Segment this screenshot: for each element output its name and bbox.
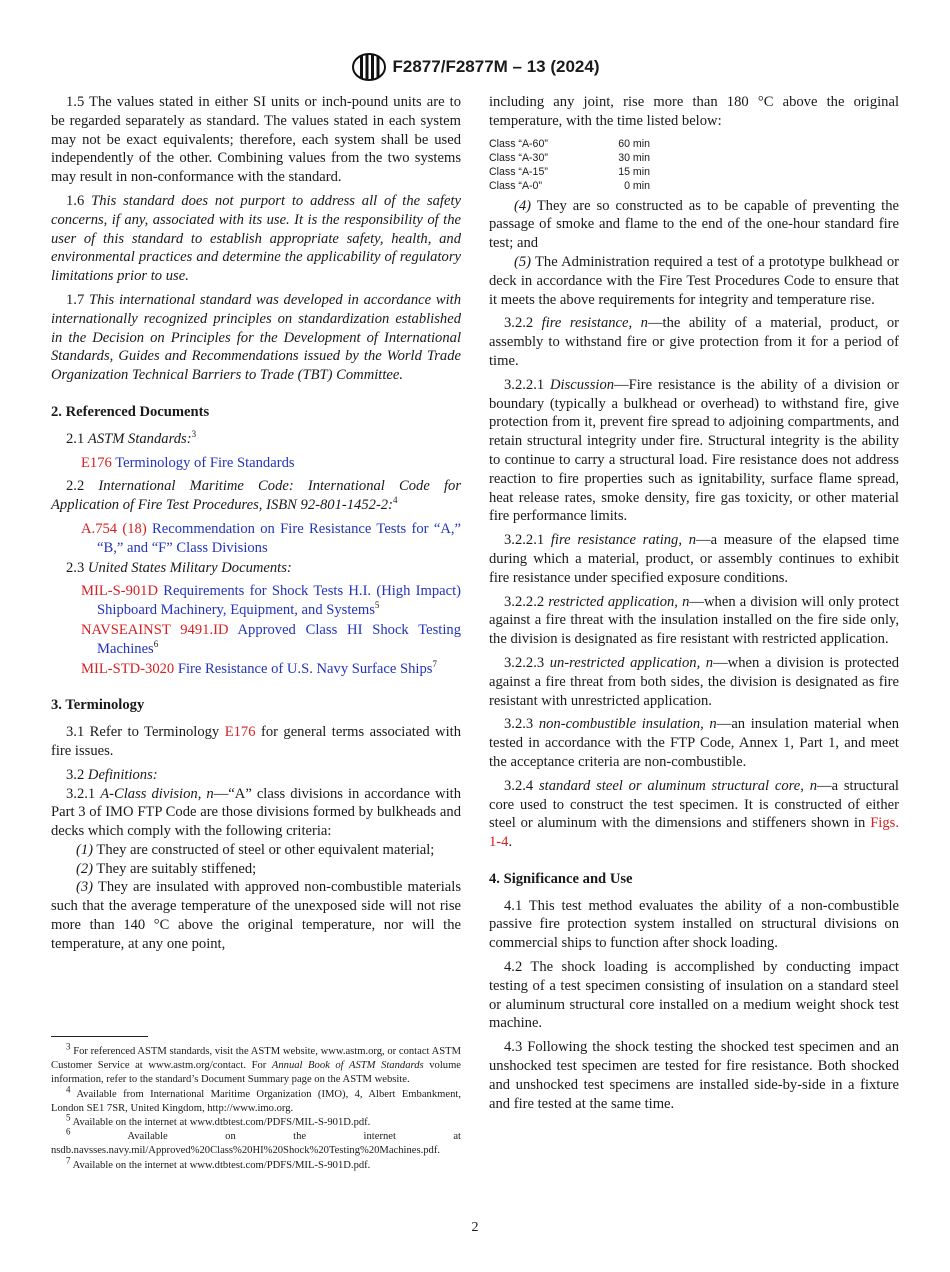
section-4-heading: 4. Significance and Use <box>489 870 633 887</box>
paragraph-3-2-2-1-rating: 3.2.2.1 fire resistance rating, n—a measure of the elapsed time during which a material, product, or assembly continues to exhibit fire resistance under specified exposure conditions. <box>489 532 899 586</box>
criterion-4: (4) They are so constructed as to be capable of preventing the passage of smoke and flame to the end of the one-hour standard fire test; and <box>489 197 899 252</box>
footnote-divider <box>51 1036 148 1037</box>
paragraph-4-2: 4.2 The shock loading is accomplished by conducting impact testing of a test specimen consisting of insulation on a standard steel or aluminum structural core installed on a medium weight shock test machine. <box>489 959 899 1032</box>
class-row: Class “A-30” 30 min <box>489 151 650 164</box>
paragraph-2-1: 2.1 ASTM Standards:$^3$ <box>66 428 197 447</box>
page-header <box>0 52 950 82</box>
right-column <box>489 93 899 1118</box>
reference-a754: A.754 (18) Recommendation on Fire Resistance Tests for “A,” “B,” and “F” Class Divisions <box>81 520 461 556</box>
reference-e176-link[interactable]: E176 <box>81 454 112 471</box>
reference-mil-std-3020: MIL-STD-3020 Fire Resistance of U.S. Navy Surface Ships$^7$ <box>81 658 437 677</box>
paragraph-3-2-3: 3.2.3 non-combustible insulation, n—an insulation material when tested in accordance with the FTP Code, Annex 1, Part 1, and meet the acceptance criteria are non-combustible. <box>489 716 899 770</box>
reference-a754-link[interactable]: A.754 (18) <box>81 520 147 537</box>
reference-navseainst-link[interactable]: NAVSEAINST 9491.ID <box>81 621 229 638</box>
page-number: 2 <box>471 1220 479 1235</box>
class-row: Class “A-15” 15 min <box>489 165 650 178</box>
criterion-3: (3) They are insulated with approved non-combustible materials such that the average temperature of the unexposed side will not rise more than 140 °C above the original temperature, nor will the temperature, at any one point, <box>51 879 461 952</box>
paragraph-1-7: 1.7 This international standard was developed in accordance with internationally recognized principles on standardization established in the Decision on Principles for the Development of International Standards, Guides and Recommendations issued by the World Trade Organization Technical Barriers to Trade (TBT) Committee. <box>51 291 462 384</box>
paragraph-3-2: 3.2 Definitions: <box>66 766 158 783</box>
paragraph-3-2-2-2: 3.2.2.2 restricted application, n—when a division will only protect against a fire threat with the insulation installed on the fire side only, the division is designated as fire resistant with restricted application. <box>489 593 900 648</box>
reference-mil-s-901d-link[interactable]: MIL-S-901D <box>81 583 159 600</box>
reference-mil-s-901d: MIL-S-901D Requirements for Shock Tests H.I. (High Impact) Shipboard Machinery, Equipment, and Systems$^5$ <box>81 583 462 619</box>
footnote-4: $^4$ Available from International Maritime Organization (IMO), 4, Albert Embankment, London SE1 7SR, United Kingdom, http://www.imo.org. <box>51 1084 461 1114</box>
paragraph-3-2-2-1: 3.2.2.1 Discussion—Fire resistance is the ability of a division or boundary (typically a bulkhead or overhead) to withstand fire, give protection from it, prevent fire spread to adjoining compartments, and retain structural integrity under fire. Structural integrity is the ability to continue to carry a structural load. Fire resistance does not address reaction to fire properties such as ignitability, surface flame spread, heat release rates, smoke density, fire gas toxicity, or other material fire performance limits. <box>489 376 900 525</box>
criterion-2: (2) They are suitably stiffened; <box>76 860 257 877</box>
paragraph-3-2-4: 3.2.4 standard steel or aluminum structural core, n—a structural core used to construct the test specimen. It is constructed of either steel or aluminum with the dimensions and stiffeners shown in Figs. 1-4. <box>489 777 899 851</box>
footnote-6: $^6$ Available on the internet at nsdb.navsses.navy.mil/Approved%20Class%20HI%20Shock%20Testing%20Machines.pdf. <box>51 1126 461 1157</box>
criterion-1: (1) They are constructed of steel or other equivalent material; <box>76 841 435 858</box>
paragraph-4-1: 4.1 This test method evaluates the ability of a non-combustible passive fire protection system installed on structural divisions on commercial ships to function after shock loading. <box>489 897 899 952</box>
class-time-table <box>489 137 899 193</box>
paragraph-4-3: 4.3 Following the shock testing the shocked test specimen and an unshocked test specimen are tested for fire resistance. Both shocked and unshocked test specimens are installed side-by-side in a fixture and fire tested at the same time. <box>489 1039 899 1112</box>
paragraph-1-5: 1.5 The values stated in either SI units or inch-pound units are to be regarded separately as standard. The values stated in each system may not be exact equivalents; therefore, each system shall be used independently of the other. Combining values from the two systems may result in non-conformance with the standard. <box>51 94 461 186</box>
paragraph-3-1: 3.1 Refer to Terminology E176 for general terms associated with fire issues. <box>51 724 462 759</box>
paragraph-1-6: 1.6 This standard does not purport to address all of the safety concerns, if any, associated with its use. It is the responsibility of the user of this standard to establish appropriate safety, health, and environmental practices and determine the applicability of regulatory limitations prior to use. <box>51 192 461 285</box>
reference-mil-std-3020-link[interactable]: MIL-STD-3020 <box>81 660 175 677</box>
footnote-5: $^5$ Available on the internet at www.dtbtest.com/PDFS/MIL-S-901D.pdf. <box>66 1112 371 1129</box>
class-row: Class “A-60” 60 min <box>489 137 650 150</box>
section-2-heading: 2. Referenced Documents <box>51 403 210 420</box>
document-designation: F2877/F2877M – 13 (2024) <box>392 57 600 76</box>
section-3-heading: 3. Terminology <box>51 697 145 714</box>
criterion-5: (5) The Administration required a test of a prototype bulkhead or deck in accordance with the Fire Test Procedures Code to ensure that it meets the above requirements for integrity and temperature rise. <box>489 253 899 308</box>
left-column <box>51 93 461 954</box>
paragraph-3-2-2: 3.2.2 fire resistance, n—the ability of a material, product, or assembly to withstand fire or give protection from it for a period of time. <box>489 315 899 369</box>
reference-e176: E176 Terminology of Fire Standards <box>81 454 295 471</box>
paragraph-3-2-2-3: 3.2.2.3 un-restricted application, n—when a division is protected against a fire threat from both sides, the division is designated as fire resistant with unrestricted application. <box>489 654 900 709</box>
figures-link[interactable]: Figs. 1-4 <box>489 815 899 851</box>
paragraph-2-2: 2.2 International Maritime Code: International Code for Application of Fire Test Procedures, ISBN 92-801-1452-2:$^4$ <box>51 478 461 514</box>
criterion-3-continued: including any joint, rise more than 180 °C above the original temperature, with the time listed below: <box>489 94 899 129</box>
paragraph-2-3: 2.3 United States Military Documents: <box>66 559 292 576</box>
astm-logo-icon <box>351 52 387 82</box>
footnote-3: $^3$ For referenced ASTM standards, visit the ASTM website, www.astm.org, or contact ASTM Customer Service at www.astm.org/contact. For Annual Book of ASTM Standards volume information, refer to the standard’s Document Summary page on the ASTM website. <box>51 1041 462 1086</box>
terminology-e176-link[interactable]: E176 <box>224 724 256 741</box>
footnote-7: $^7$ Available on the internet at www.dtbtest.com/PDFS/MIL-S-901D.pdf. <box>66 1155 371 1171</box>
footnotes <box>51 1041 462 1173</box>
reference-navseainst: NAVSEAINST 9491.ID Approved Class HI Shock Testing Machines$^6$ <box>81 621 461 657</box>
paragraph-3-2-1: 3.2.1 A-Class division, n—“A” class divisions in accordance with Part 3 of IMO FTP Code are those divisions formed by bulkheads and decks which comply with the following criteria: <box>51 785 461 840</box>
class-row: Class “A-0” 0 min <box>489 179 650 192</box>
